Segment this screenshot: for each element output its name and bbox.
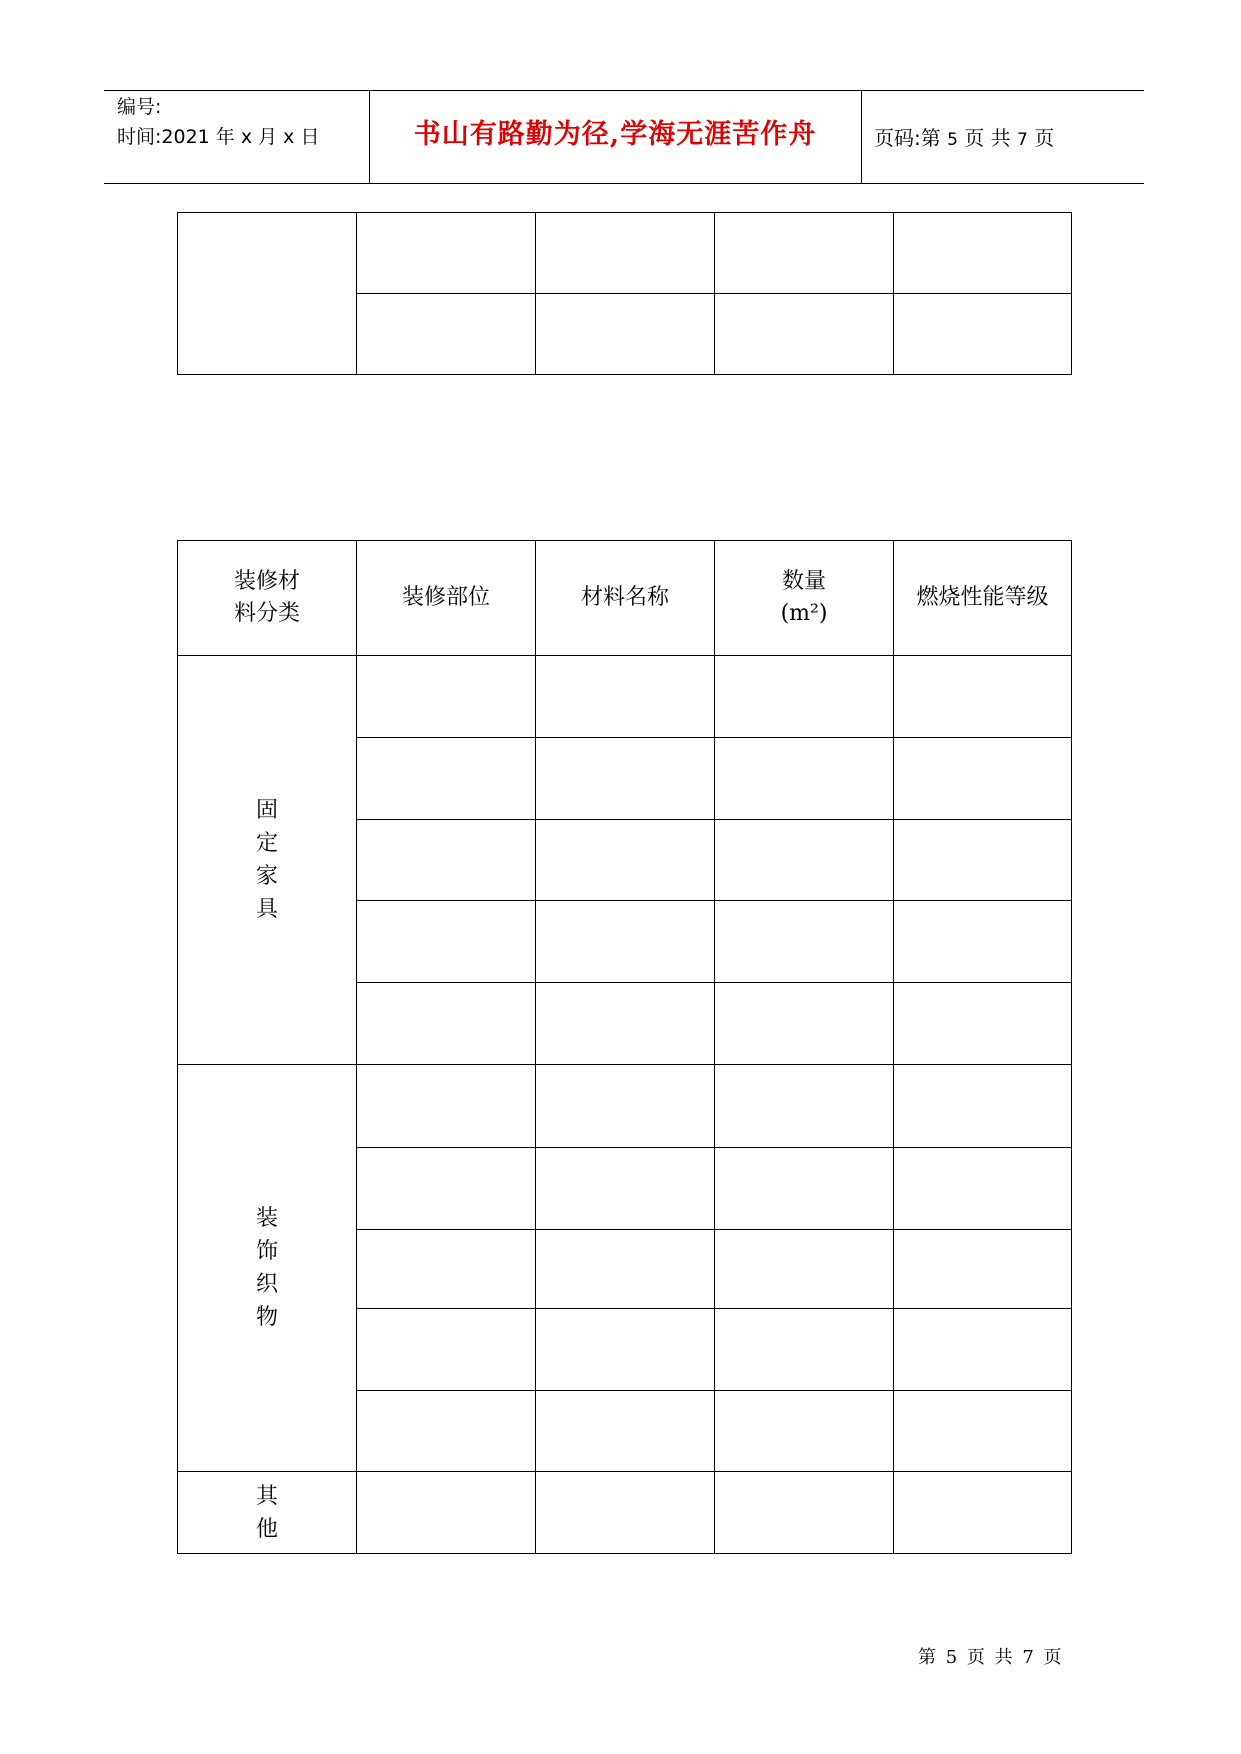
table-cell <box>357 983 536 1065</box>
table-cell <box>536 1148 715 1230</box>
header-material-category <box>178 541 357 656</box>
table-cell <box>715 901 894 983</box>
table-cell <box>536 656 715 738</box>
table-cell <box>357 1230 536 1309</box>
table-cell <box>357 901 536 983</box>
table-cell <box>894 1309 1072 1391</box>
table-cell <box>715 1230 894 1309</box>
table-cell <box>536 983 715 1065</box>
table-cell <box>715 983 894 1065</box>
group-decorative-fabrics <box>178 1065 357 1472</box>
table-cell <box>536 901 715 983</box>
table-header-row <box>178 541 1072 656</box>
materials-table <box>177 540 1072 1554</box>
table-cell <box>536 820 715 901</box>
group-fixed-furniture <box>178 656 357 1065</box>
header-quantity-unit: (m²) <box>780 601 828 626</box>
group-other-label: 其他 <box>255 1483 278 1542</box>
table-cell <box>178 213 357 375</box>
table-row <box>178 656 1072 738</box>
table-cell <box>715 213 894 294</box>
table-cell <box>536 1065 715 1148</box>
continuation-table <box>177 212 1072 375</box>
header-motto: 书山有路勤为径,学海无涯苦作舟 <box>413 119 817 150</box>
page-footer: 第 5 页 共 7 页 <box>918 1647 1062 1668</box>
table-cell <box>894 738 1072 820</box>
table-cell <box>715 1148 894 1230</box>
header-location: 装修部位 <box>357 541 536 656</box>
table-cell <box>894 1065 1072 1148</box>
table-row <box>178 1065 1072 1148</box>
table-cell <box>536 1472 715 1554</box>
table-cell <box>715 1309 894 1391</box>
table-cell <box>715 656 894 738</box>
table-cell <box>715 738 894 820</box>
table-cell <box>894 1148 1072 1230</box>
header-fire-rating: 燃烧性能等级 <box>894 541 1072 656</box>
table-cell <box>357 213 536 294</box>
group-fixed-furniture-label: 固定家具 <box>255 798 278 922</box>
table-cell <box>357 1309 536 1391</box>
header-material-category-text: 装修材料分类 <box>233 569 300 626</box>
header-quantity <box>715 541 894 656</box>
table-cell <box>536 1391 715 1472</box>
table-cell <box>536 1309 715 1391</box>
header-bottom-rule <box>104 183 1144 184</box>
table-cell <box>715 1472 894 1554</box>
group-decorative-fabrics-label: 装饰织物 <box>255 1206 278 1330</box>
page-current: 5 <box>947 130 958 150</box>
header-material-name: 材料名称 <box>536 541 715 656</box>
table-cell <box>894 820 1072 901</box>
table-cell <box>357 820 536 901</box>
page-mid: 页 共 <box>964 126 1011 150</box>
table-cell <box>894 983 1072 1065</box>
table-cell <box>536 738 715 820</box>
header-quantity-label: 数量 <box>781 569 826 594</box>
table-cell <box>894 901 1072 983</box>
table-cell <box>536 1230 715 1309</box>
table-cell <box>357 1472 536 1554</box>
table-cell <box>357 294 536 375</box>
table-cell <box>894 1230 1072 1309</box>
page-prefix: 页码:第 <box>874 126 941 150</box>
document-time: 时间:2021 年 x 月 x 日 <box>117 126 320 148</box>
table-cell <box>357 738 536 820</box>
table-cell <box>536 294 715 375</box>
page-suffix: 页 <box>1034 126 1055 150</box>
page-total: 7 <box>1017 130 1028 150</box>
table-cell <box>357 1148 536 1230</box>
document-number-label: 编号: <box>117 96 162 118</box>
table-cell <box>894 1391 1072 1472</box>
group-other <box>178 1472 357 1554</box>
header-divider-right <box>861 90 862 183</box>
table-cell <box>536 213 715 294</box>
header-page-info <box>874 122 1054 151</box>
table-cell <box>357 1391 536 1472</box>
table-cell <box>715 1065 894 1148</box>
header-meta <box>117 92 319 152</box>
table-cell <box>357 1065 536 1148</box>
table-row <box>178 1472 1072 1554</box>
table-cell <box>894 213 1072 294</box>
table-cell <box>894 294 1072 375</box>
table-cell <box>715 294 894 375</box>
header-top-rule <box>104 90 1144 91</box>
table-cell <box>894 1472 1072 1554</box>
table-cell <box>357 656 536 738</box>
table-cell <box>715 820 894 901</box>
table-cell <box>715 1391 894 1472</box>
table-cell <box>894 656 1072 738</box>
